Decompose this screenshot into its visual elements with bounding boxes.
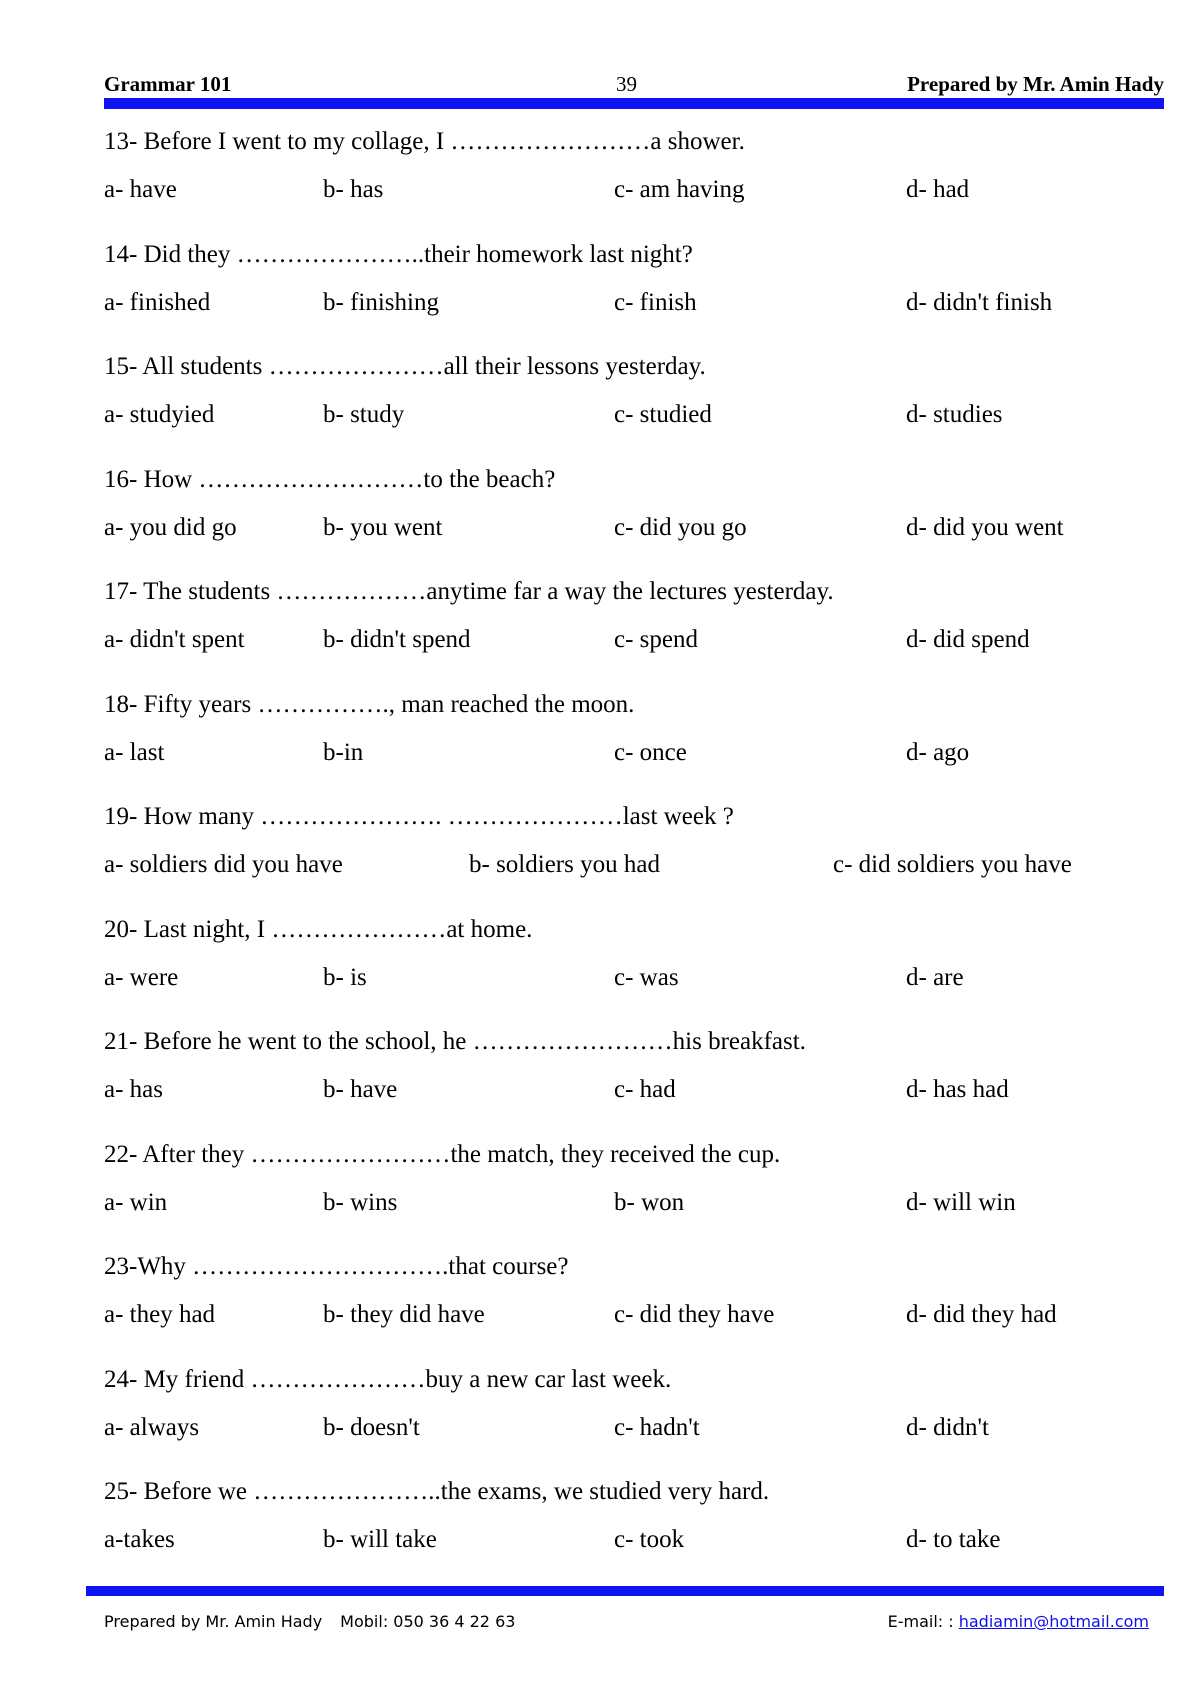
email-link[interactable]: hadiamin@hotmail.com	[958, 1612, 1149, 1631]
option-b: b- wins	[323, 1188, 398, 1216]
option-a: a- have	[104, 176, 177, 203]
footer-mobile: Mobil: 050 36 4 22 63	[340, 1612, 516, 1631]
question-text: 20- Last night, I …………………at home.	[104, 915, 533, 943]
option-b: b- you went	[323, 513, 443, 541]
question-18	[104, 691, 1164, 804]
answer-options	[104, 401, 1164, 433]
option-b: b- study	[323, 401, 405, 428]
option-c: c- did they have	[614, 1301, 775, 1328]
option-d: d- studies	[906, 401, 1003, 428]
option-d: d- are	[906, 963, 964, 991]
answer-options	[104, 176, 1164, 208]
answer-options	[104, 514, 1164, 546]
option-d: d- to take	[906, 1526, 1001, 1553]
answer-options	[104, 739, 1164, 771]
question-13	[104, 128, 1164, 241]
option-a: a- win	[104, 1188, 168, 1216]
option-c: c- did you go	[614, 513, 747, 541]
question-text: 14- Did they …………………..their homework last night?	[104, 240, 693, 268]
question-text: 22- After they ……………………the match, they received the cup.	[104, 1140, 781, 1168]
answer-options	[104, 964, 1164, 996]
footer-email	[888, 1612, 1149, 1631]
option-c: c- hadn't	[614, 1413, 700, 1441]
option-c: b- won	[614, 1188, 685, 1216]
option-b: b- soldiers you had	[469, 851, 660, 878]
question-text: 19- How many …………………. …………………last week ?	[104, 803, 734, 830]
option-a: a- last	[104, 738, 165, 766]
question-list	[104, 128, 1164, 1591]
header-title: Grammar 101	[104, 72, 232, 96]
answer-options	[104, 1189, 1164, 1221]
answer-options	[104, 289, 1164, 321]
answer-options	[104, 1526, 1164, 1558]
answer-options	[104, 1076, 1164, 1108]
option-c: c- studied	[614, 401, 712, 428]
question-22	[104, 1141, 1164, 1254]
header-divider	[104, 98, 1164, 109]
question-text: 18- Fifty years ……………., man reached the moon.	[104, 690, 635, 718]
option-d: d- has had	[906, 1076, 1009, 1103]
option-b: b- have	[323, 1076, 398, 1103]
option-c: c- was	[614, 963, 679, 991]
option-c: c- took	[614, 1526, 685, 1553]
option-a: a- always	[104, 1413, 200, 1441]
option-b: b- has	[323, 176, 384, 203]
option-c: c- finish	[614, 288, 697, 316]
question-20	[104, 916, 1164, 1029]
question-16	[104, 466, 1164, 579]
email-separator: :	[943, 1612, 959, 1631]
question-text: 13- Before I went to my collage, I ……………………a shower.	[104, 128, 745, 155]
option-b: b- doesn't	[323, 1413, 420, 1441]
option-a: a- has	[104, 1076, 163, 1103]
email-label: E-mail:	[887, 1612, 944, 1631]
option-a: a- soldiers did you have	[104, 851, 343, 878]
option-d: d- did they had	[906, 1301, 1057, 1328]
footer-contact	[104, 1612, 515, 1631]
option-b: b-in	[323, 738, 364, 766]
option-d: d- didn't	[906, 1413, 989, 1441]
option-a: a- they had	[104, 1301, 216, 1328]
option-b: b- is	[323, 963, 367, 991]
option-a: a-takes	[104, 1526, 175, 1553]
question-14	[104, 241, 1164, 354]
page-footer	[104, 1612, 1149, 1636]
answer-options	[104, 851, 1164, 883]
option-d: d- will win	[906, 1188, 1016, 1216]
question-17	[104, 578, 1164, 691]
option-d: d- had	[906, 176, 970, 203]
question-text: 23-Why ………………………….that course?	[104, 1253, 569, 1280]
option-a: a- finished	[104, 288, 211, 316]
question-23	[104, 1253, 1164, 1366]
question-25	[104, 1478, 1164, 1591]
option-a: a- studyied	[104, 401, 215, 428]
option-a: a- didn't spent	[104, 626, 245, 653]
question-text: 15- All students …………………all their lessons yesterday.	[104, 353, 706, 380]
question-21	[104, 1028, 1164, 1141]
option-b: b- finishing	[323, 288, 439, 316]
question-text: 16- How ………………………to the beach?	[104, 465, 556, 493]
option-b: b- will take	[323, 1526, 437, 1553]
option-c: c- did soldiers you have	[833, 851, 1072, 878]
page-number: 39	[616, 72, 637, 96]
footer-author: Prepared by Mr. Amin Hady	[104, 1612, 323, 1631]
option-d: d- did you went	[906, 513, 1064, 541]
answer-options	[104, 1414, 1164, 1446]
question-24	[104, 1366, 1164, 1479]
question-15	[104, 353, 1164, 466]
option-c: c- had	[614, 1076, 676, 1103]
option-a: a- were	[104, 963, 179, 991]
option-c: c- am having	[614, 176, 745, 203]
option-b: b- didn't spend	[323, 626, 471, 653]
question-text: 17- The students ………………anytime far a way the lectures yesterday.	[104, 578, 834, 605]
question-text: 25- Before we …………………..the exams, we studied very hard.	[104, 1478, 770, 1505]
answer-options	[104, 1301, 1164, 1333]
option-b: b- they did have	[323, 1301, 485, 1328]
option-c: c- once	[614, 738, 687, 766]
option-c: c- spend	[614, 626, 698, 653]
question-19	[104, 803, 1164, 916]
option-d: d- didn't finish	[906, 288, 1053, 316]
option-d: d- did spend	[906, 626, 1030, 653]
footer-divider	[86, 1586, 1164, 1596]
page-header	[104, 72, 1164, 98]
question-text: 21- Before he went to the school, he ……………………his breakfast.	[104, 1028, 806, 1055]
answer-options	[104, 626, 1164, 658]
question-text: 24- My friend …………………buy a new car last week.	[104, 1365, 672, 1393]
header-author: Prepared by Mr. Amin Hady	[907, 72, 1164, 96]
option-a: a- you did go	[104, 513, 237, 541]
option-d: d- ago	[906, 738, 970, 766]
